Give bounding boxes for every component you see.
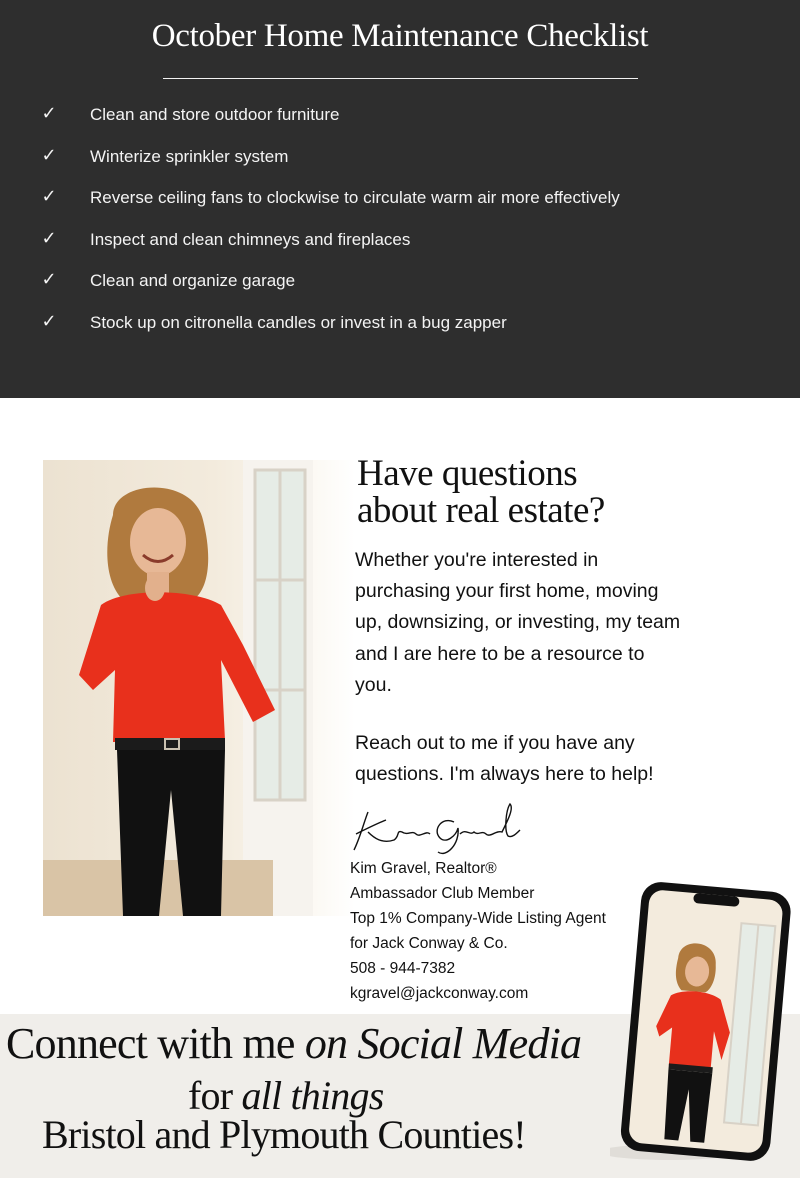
agent-photo [43,460,355,916]
check-mark-icon: ✓ [41,269,57,291]
social-line-3: Bristol and Plymouth Counties! [42,1112,526,1157]
check-mark-icon: ✓ [41,227,57,249]
checklist-item [0,183,800,225]
social-line-2-regular: for [188,1073,242,1118]
social-line-1-italic: on Social Media [304,1019,582,1068]
check-mark-icon: ✓ [41,186,57,208]
checklist [0,100,800,350]
checklist-title: October Home Maintenance Checklist [151,18,649,54]
check-mark-icon: ✓ [41,103,57,124]
checklist-item-text: Clean and store outdoor furniture [90,105,340,124]
checklist-item-text: Inspect and clean chimneys and fireplaces [90,229,411,249]
credential-club: Ambassador Club Member [350,885,535,902]
checklist-item [0,308,800,350]
checklist-item [0,225,800,267]
checklist-item-text: Stock up on citronella candles or invest in a bug zapper [90,312,507,332]
social-line-2-italic: all things [241,1073,384,1118]
checklist-item-text: Winterize sprinkler system [90,146,289,166]
signature-image [346,800,526,860]
contact-heading-line-1: Have questions [357,453,578,494]
email-address: kgravel@jackconway.com [350,985,529,1002]
checklist-item-text: Reverse ceiling fans to clockwise to circulate warm air more effectively [90,188,620,208]
checklist-panel [0,0,800,398]
phone-number: 508 - 944-7382 [350,960,456,977]
contact-heading-line-2: about real estate? [357,490,605,531]
help-paragraph: Reach out to me if you have any questions. I'm always here to help! [355,732,654,786]
checklist-item-text: Clean and organize garage [90,271,296,291]
checklist-item [0,142,800,184]
credential-ranking: Top 1% Company-Wide Listing Agent [350,910,606,927]
social-line-1 [6,1018,581,1069]
credential-company: for Jack Conway & Co. [350,935,508,952]
contact-body [355,545,685,790]
social-line-1-regular: Connect with me [6,1019,305,1068]
agent-portrait-illustration [43,460,355,916]
check-mark-icon: ✓ [41,144,57,166]
check-mark-icon: ✓ [41,310,57,332]
signature [346,800,526,860]
intro-paragraph: Whether you're interested in purchasing your first home, moving up, downsizing, or investing, my team and I are here to be a resource to you. [355,549,681,696]
contact-heading [357,455,677,529]
credential-name: Kim Gravel, Realtor® [350,860,497,877]
phone-illustration [610,880,800,1180]
checklist-item [0,266,800,308]
title-divider [163,78,638,79]
phone-mockup [610,880,800,1180]
agent-credentials [350,856,650,1006]
checklist-item [0,100,800,142]
